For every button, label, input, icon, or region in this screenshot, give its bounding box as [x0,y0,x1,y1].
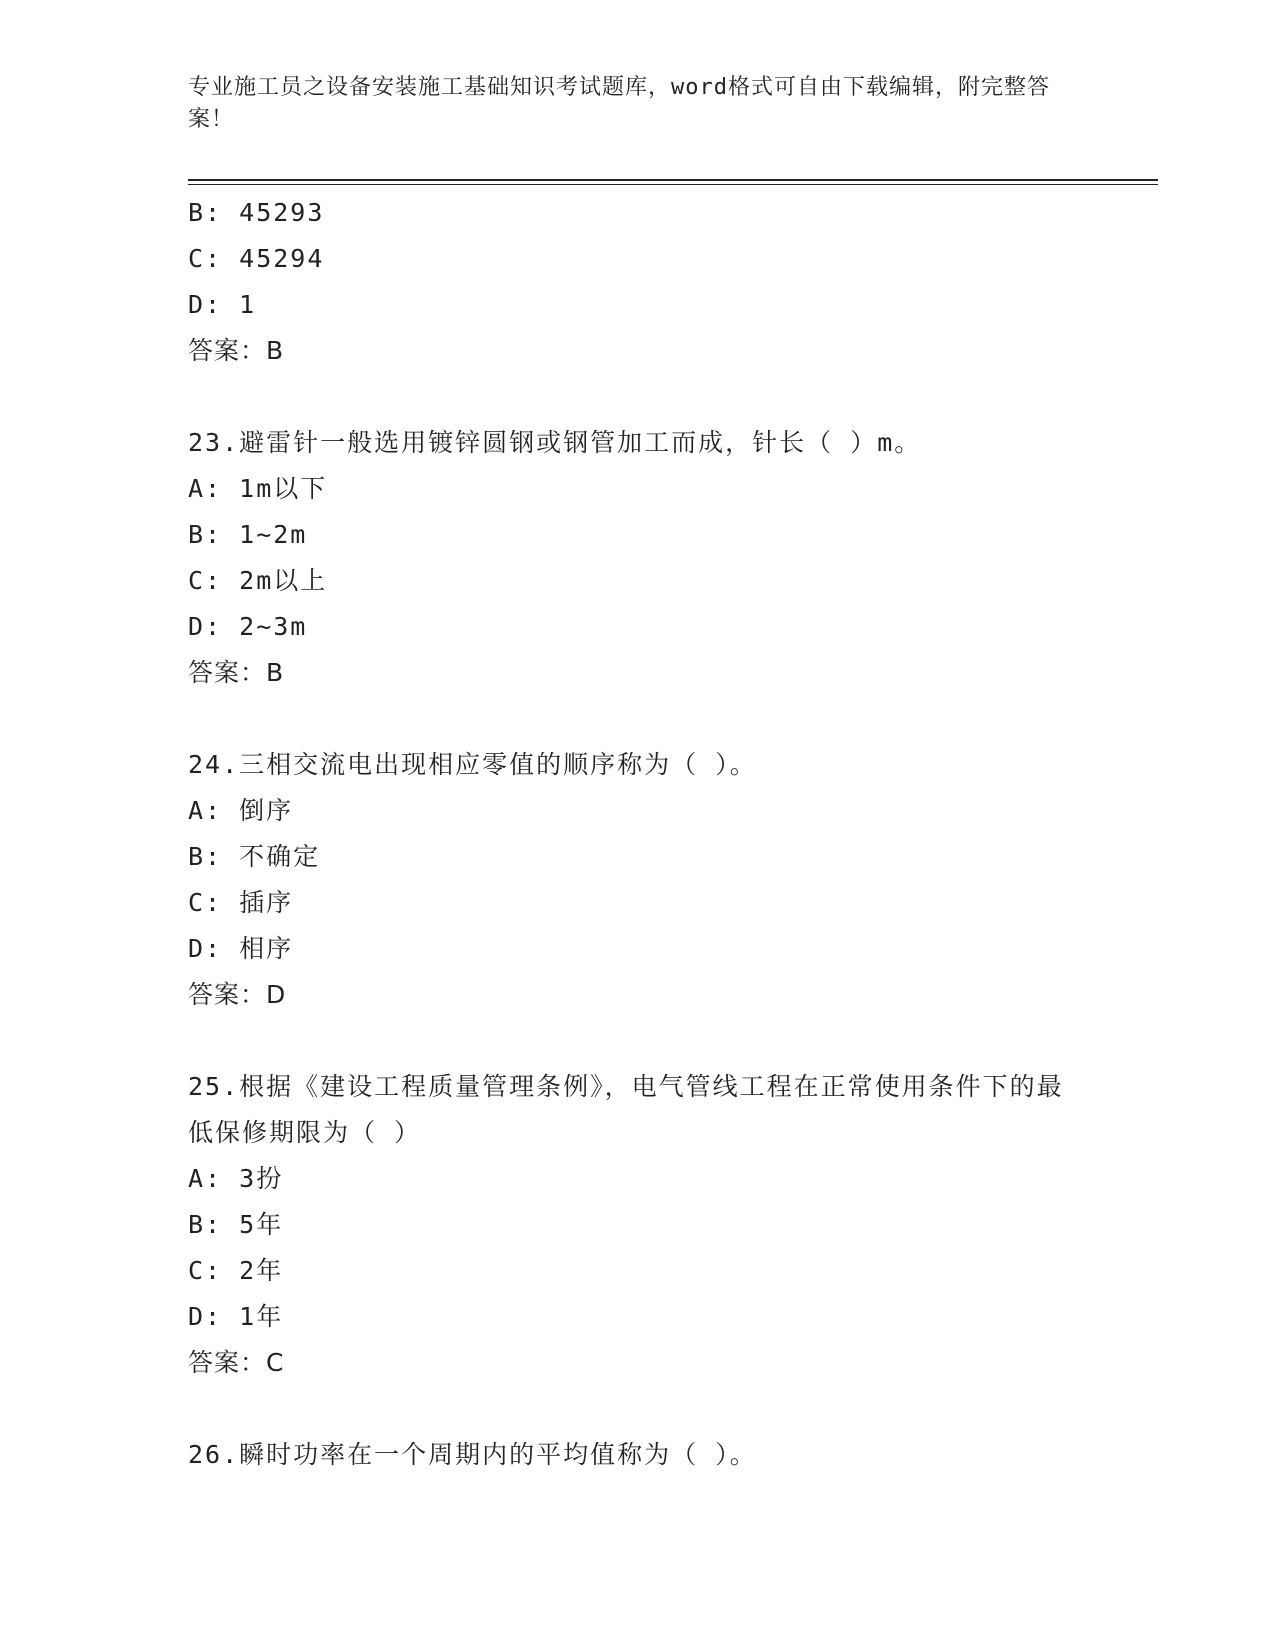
question-26 [188,1432,1088,1478]
question-24 [188,742,1088,1018]
option-b: B: 5年 [188,1210,284,1239]
question-content [188,190,1088,1478]
option-a: A: 倒序 [188,796,294,825]
option-c: C: 插序 [188,888,294,917]
option-d: D: 1 [188,290,257,319]
option-b: B: 不确定 [188,842,321,871]
answer: 答案：B [188,336,285,365]
question-22-tail [188,190,1088,374]
header-divider-thin [188,184,1158,185]
question-title: 23.避雷针一般选用镀锌圆钢或钢管加工而成，针长（ ）m。 [188,428,922,457]
question-23 [188,420,1088,696]
option-c: C: 2m以上 [188,566,328,595]
option-d: D: 1年 [188,1302,284,1331]
option-a: A: 3扮 [188,1164,284,1193]
option-c: C: 45294 [188,244,325,273]
option-b: B: 45293 [188,198,325,227]
spacer [188,1018,1088,1064]
question-title: 26.瞬时功率在一个周期内的平均值称为（ ）。 [188,1440,757,1469]
question-title: 24.三相交流电出现相应零值的顺序称为（ ）。 [188,750,757,779]
option-b: B: 1~2m [188,520,308,549]
option-d: D: 2~3m [188,612,308,641]
header-divider-thick [188,179,1158,181]
answer: 答案：C [188,1348,285,1377]
option-d: D: 相序 [188,934,294,963]
answer: 答案：B [188,658,285,687]
option-c: C: 2年 [188,1256,284,1285]
question-title: 25.根据《建设工程质量管理条例》，电气管线工程在正常使用条件下的最低保修期限为（ ） [188,1072,1064,1147]
spacer [188,696,1088,742]
document-header [188,72,1088,136]
spacer [188,1386,1088,1432]
answer: 答案：D [188,980,287,1009]
header-text: 专业施工员之设备安装施工基础知识考试题库，word格式可自由下载编辑，附完整答案！ [188,75,1050,132]
question-25 [188,1064,1088,1386]
option-a: A: 1m以下 [188,474,328,503]
spacer [188,374,1088,420]
